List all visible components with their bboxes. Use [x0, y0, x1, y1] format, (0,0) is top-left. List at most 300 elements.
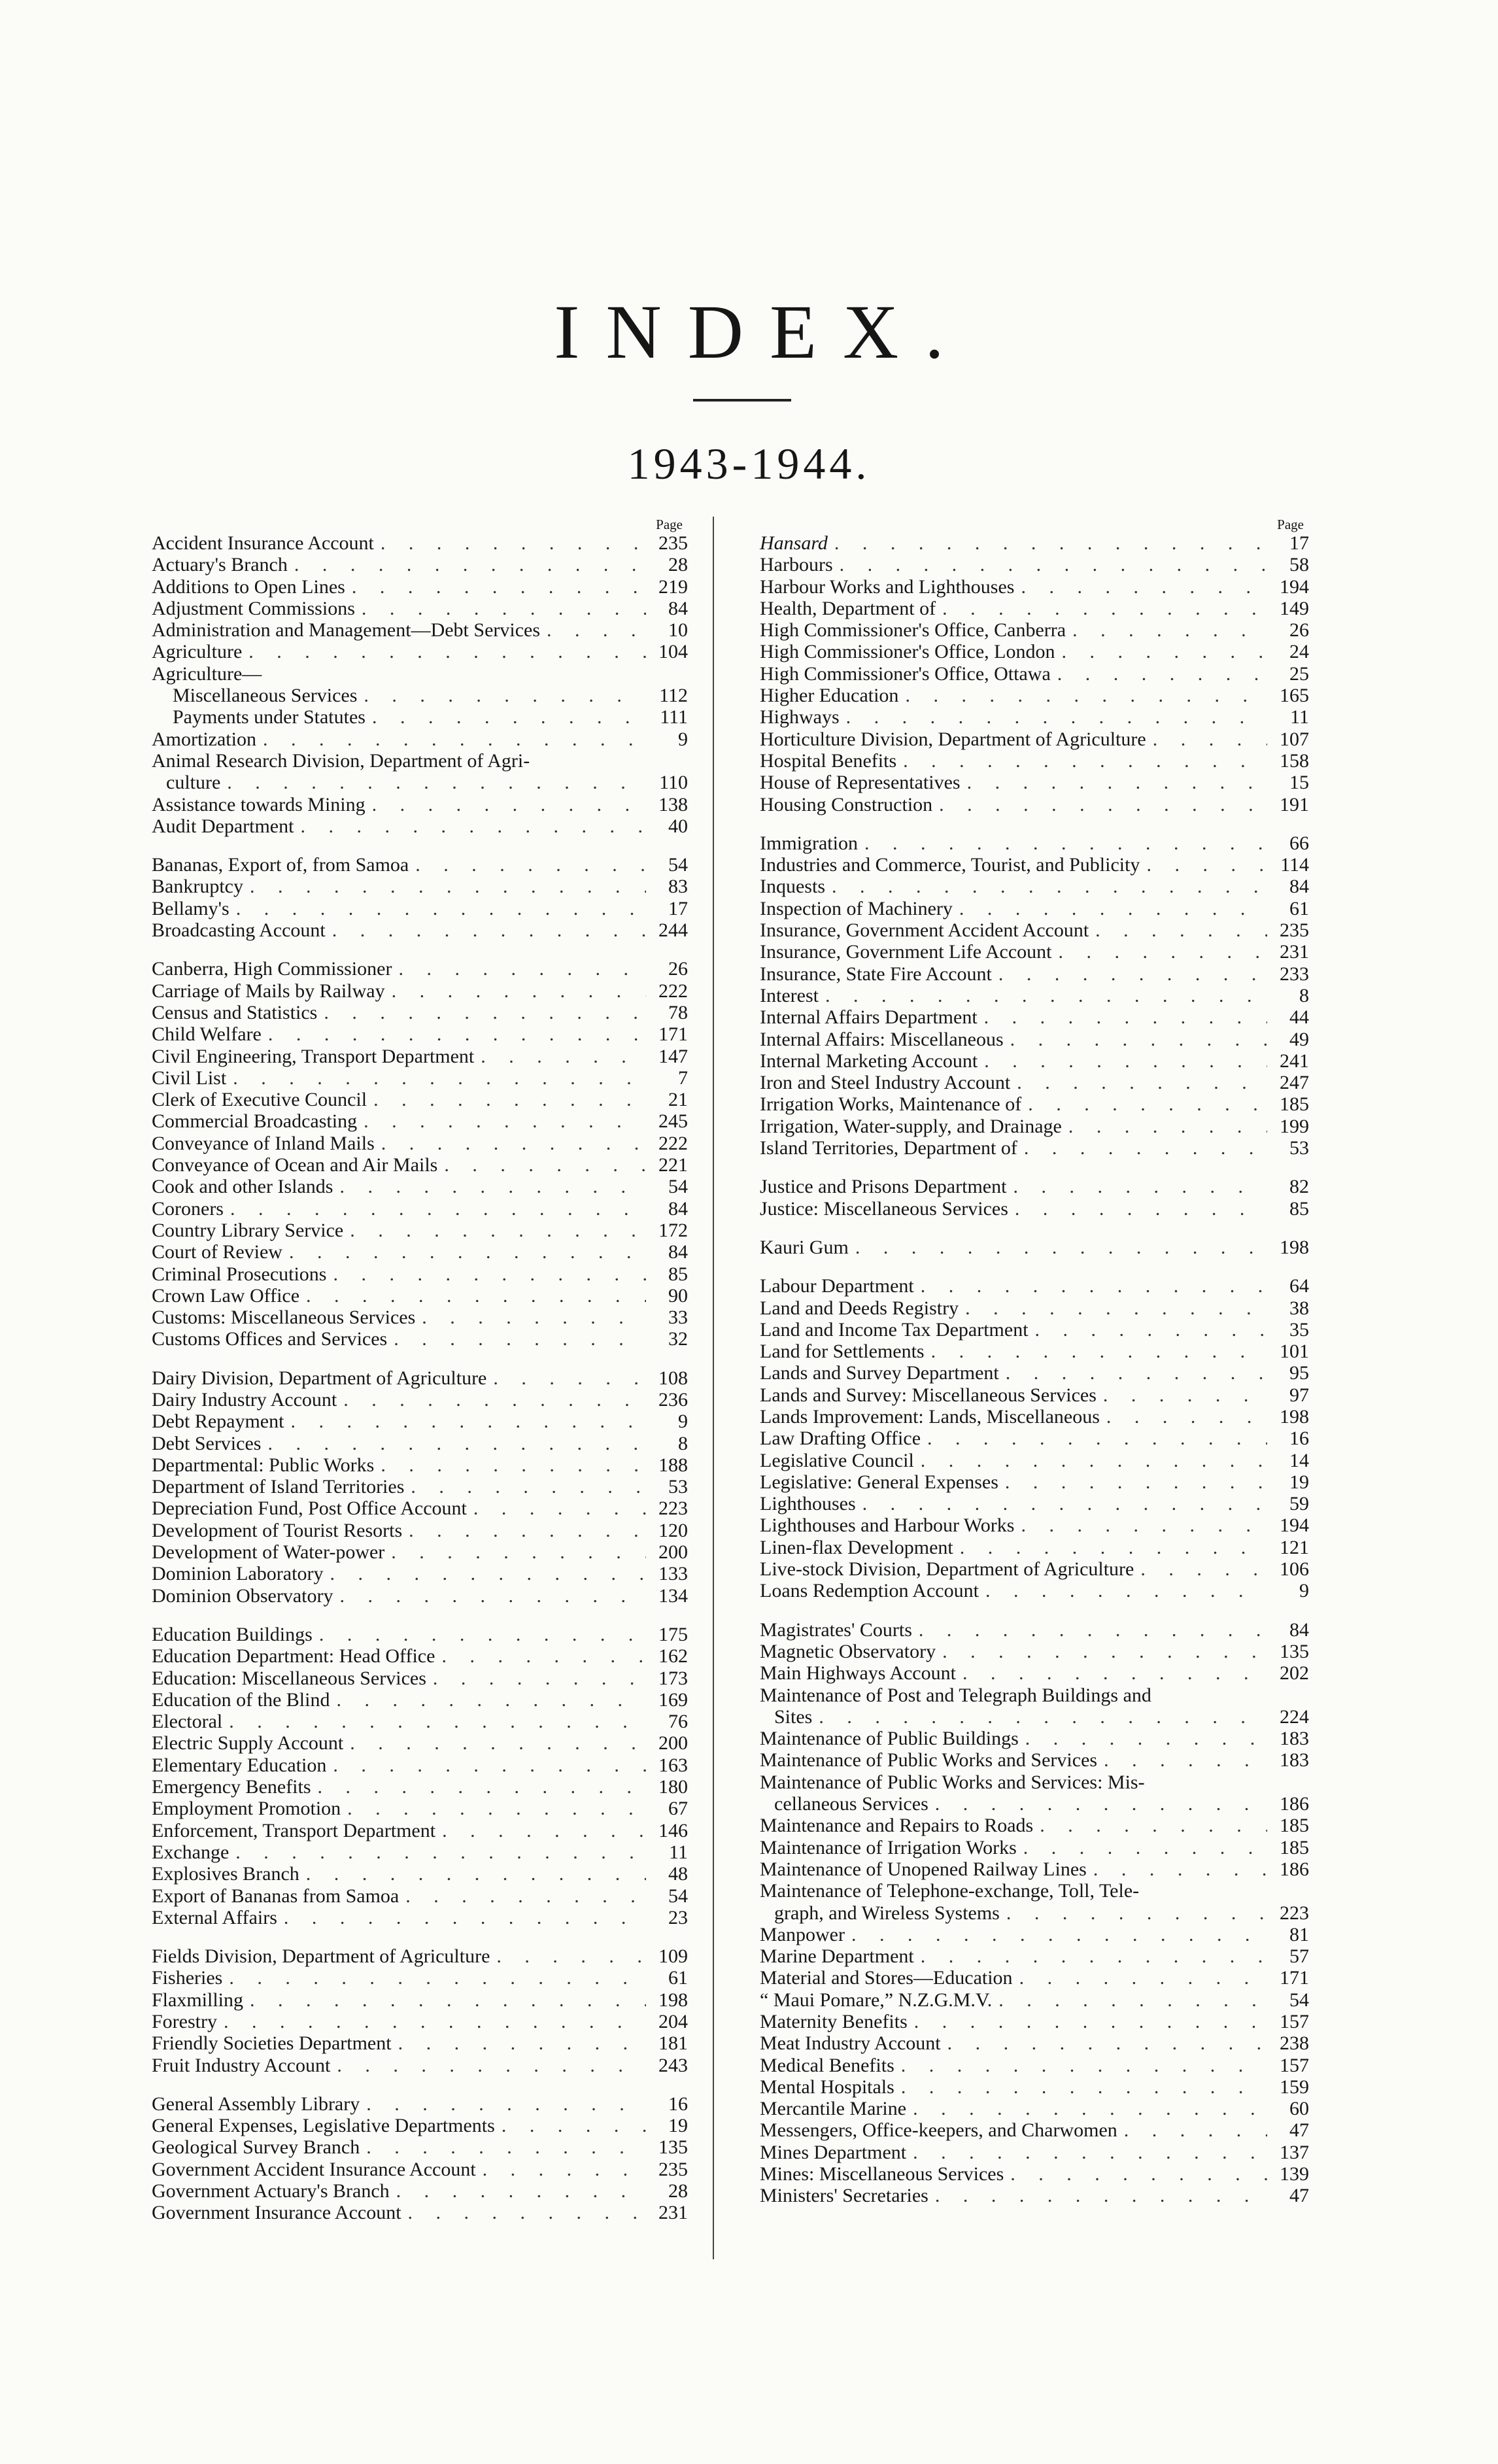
- entry-page-number: 198: [658, 1989, 688, 2011]
- leader-dots: [979, 1580, 1267, 1601]
- entry-name: General Expenses, Legislative Departments: [152, 2115, 495, 2137]
- leader-dots: [360, 2093, 646, 2115]
- leader-dots: [415, 1307, 646, 1328]
- index-entry: [760, 919, 1309, 941]
- leader-dots: [1087, 1858, 1267, 1880]
- entry-name: Housing Construction: [760, 793, 933, 815]
- index-entry: [152, 2055, 688, 2076]
- leader-dots: [912, 1619, 1267, 1641]
- leader-dots: [845, 1924, 1267, 1945]
- entry-name: Flaxmilling: [152, 1989, 244, 2011]
- entry-name: Higher Education: [760, 685, 899, 707]
- entry-page-number: 66: [1289, 832, 1309, 854]
- index-entry: [152, 554, 688, 575]
- index-letter-group: [152, 1945, 688, 2076]
- leader-dots: [222, 1711, 646, 1732]
- entry-name: High Commissioner's Office, London: [760, 641, 1055, 663]
- leader-dots: [953, 1537, 1267, 1558]
- leader-dots: [357, 685, 646, 706]
- leader-dots: [333, 1585, 646, 1607]
- index-entry: [760, 1514, 1309, 1536]
- entry-name: Amortization: [152, 728, 256, 750]
- leader-dots: [992, 1989, 1267, 2011]
- entry-page-number: 245: [658, 1110, 688, 1133]
- entry-page-number: 134: [658, 1584, 688, 1607]
- entry-page-number: 243: [658, 2054, 688, 2076]
- index-entry: [152, 1520, 688, 1541]
- leader-dots: [1097, 1749, 1267, 1771]
- entry-page-number: 28: [668, 554, 688, 576]
- entry-name: Dairy Division, Department of Agriculture: [152, 1367, 487, 1389]
- leader-dots: [392, 2032, 646, 2054]
- entry-page-number: 183: [1280, 1749, 1309, 1771]
- index-letter-group: [760, 532, 1309, 815]
- index-entry: [760, 1176, 1309, 1197]
- index-entry: [152, 1198, 688, 1220]
- entry-name: Animal Research Division, Department of Agri-: [152, 749, 530, 772]
- leader-dots: [1051, 663, 1267, 685]
- entry-name: Mercantile Marine: [760, 2098, 907, 2120]
- entry-page-number: 9: [678, 1411, 688, 1433]
- entry-page-number: 47: [1289, 2185, 1309, 2207]
- leader-dots: [1021, 1093, 1267, 1115]
- index-entry: [152, 1776, 688, 1798]
- entry-name: Harbour Works and Lighthouses: [760, 575, 1015, 598]
- entry-page-number: 235: [658, 532, 688, 554]
- entry-name: Export of Bananas from Samoa: [152, 1885, 400, 1907]
- index-entry: [760, 1815, 1309, 1836]
- index-entry: [760, 750, 1309, 772]
- entry-name: Fisheries: [152, 1967, 223, 1989]
- entry-page-number: 221: [658, 1154, 688, 1176]
- leader-dots: [992, 963, 1267, 985]
- index-entry: [152, 706, 688, 728]
- index-entry: [760, 1237, 1309, 1258]
- leader-dots: [978, 1050, 1267, 1072]
- entry-name: Debt Repayment: [152, 1411, 284, 1433]
- entry-page-number: 236: [658, 1388, 688, 1411]
- entry-page-number: 223: [1280, 1902, 1309, 1924]
- entry-page-number: 7: [678, 1067, 688, 1089]
- entry-page-number: 107: [1280, 728, 1309, 750]
- entry-page-number: 104: [658, 641, 688, 663]
- index-entry: [760, 1198, 1309, 1220]
- leader-dots: [928, 2185, 1267, 2206]
- entry-page-number: 235: [1280, 919, 1309, 942]
- leader-dots: [936, 1641, 1267, 1662]
- entry-name: Insurance, Government Accident Account: [760, 919, 1089, 942]
- index-entry: [152, 1176, 688, 1197]
- entry-page-number: 10: [668, 619, 688, 642]
- index-entry: [760, 1793, 1309, 1815]
- entry-name: Geological Survey Branch: [152, 2136, 360, 2159]
- entry-name: Electric Supply Account: [152, 1732, 344, 1754]
- entry-name: Child Welfare: [152, 1023, 262, 1046]
- leader-dots: [1062, 1116, 1267, 1137]
- index-entry: [152, 1002, 688, 1023]
- index-entry: [760, 985, 1309, 1006]
- entry-page-number: 235: [658, 2158, 688, 2180]
- leader-dots: [1052, 941, 1268, 963]
- page-title: INDEX.: [554, 289, 970, 375]
- index-entry: [760, 794, 1309, 815]
- entry-name: Actuary's Branch: [152, 554, 288, 576]
- entry-name: Magnetic Observatory: [760, 1640, 936, 1662]
- index-entry: [152, 750, 688, 772]
- entry-name: Bellamy's: [152, 897, 230, 919]
- leader-dots: [226, 1067, 646, 1089]
- entry-page-number: 60: [1289, 2098, 1309, 2120]
- index-entry: [152, 663, 688, 685]
- entry-name: Land and Income Tax Department: [760, 1318, 1029, 1341]
- entry-name: Insurance, State Fire Account: [760, 963, 992, 985]
- leader-dots: [1004, 2163, 1267, 2185]
- index-entry: [760, 554, 1309, 575]
- index-entry: [152, 1067, 688, 1089]
- entry-name: Maternity Benefits: [760, 2011, 908, 2032]
- entry-name: Internal Affairs: Miscellaneous: [760, 1028, 1004, 1050]
- entry-page-number: 61: [668, 1967, 688, 1989]
- leader-dots: [326, 1754, 646, 1776]
- index-entry: [760, 2185, 1309, 2206]
- leader-dots: [921, 1428, 1267, 1449]
- index-entry: [760, 1706, 1309, 1728]
- entry-page-number: 32: [668, 1328, 688, 1350]
- entry-name: Adjustment Commissions: [152, 597, 355, 619]
- entry-page-number: 173: [658, 1667, 688, 1689]
- index-letter-group: [760, 1619, 1309, 2207]
- index-entry: [152, 919, 688, 941]
- entry-name: Horticulture Division, Department of Agriculture: [760, 728, 1146, 750]
- entry-name: Lighthouses: [760, 1493, 856, 1515]
- entry-page-number: 54: [668, 1885, 688, 1907]
- leader-dots: [540, 619, 646, 641]
- index-entry: [152, 1476, 688, 1497]
- index-entry: [760, 598, 1309, 619]
- title-rule: [693, 399, 791, 402]
- entry-name: Legislative Council: [760, 1449, 914, 1471]
- entry-name: Hansard: [760, 532, 828, 554]
- entry-name: Inspection of Machinery: [760, 897, 953, 919]
- leader-dots: [833, 554, 1267, 575]
- entry-page-number: 85: [668, 1263, 688, 1285]
- entry-name: Debt Services: [152, 1432, 262, 1454]
- entry-page-number: 17: [668, 897, 688, 919]
- index-letter-group: [760, 1237, 1309, 1258]
- leader-dots: [282, 1241, 646, 1263]
- entry-page-number: 181: [658, 2032, 688, 2055]
- index-entry: [152, 1454, 688, 1476]
- index-entry: [760, 2076, 1309, 2098]
- leader-dots: [894, 2076, 1267, 2098]
- entry-page-number: 185: [1280, 1093, 1309, 1116]
- entry-page-number: 85: [1289, 1197, 1309, 1220]
- entry-page-number: 180: [658, 1776, 688, 1798]
- leader-dots: [374, 532, 646, 554]
- index-entry: [152, 598, 688, 619]
- index-entry: [152, 1411, 688, 1432]
- leader-dots: [914, 1945, 1267, 1967]
- entry-page-number: 169: [658, 1688, 688, 1711]
- index-entry: [760, 1116, 1309, 1137]
- entry-name: Carriage of Mails by Railway: [152, 980, 385, 1002]
- leader-dots: [1117, 2119, 1267, 2141]
- leader-dots: [1097, 1384, 1267, 1406]
- index-entry: [760, 1558, 1309, 1580]
- leader-dots: [961, 772, 1267, 793]
- leader-dots: [476, 2159, 646, 2180]
- index-entry: [152, 1285, 688, 1307]
- entry-name: Clerk of Executive Council: [152, 1089, 367, 1111]
- entry-name: Irrigation Works, Maintenance of: [760, 1093, 1022, 1116]
- leader-dots: [288, 554, 646, 575]
- leader-dots: [1013, 1967, 1267, 1989]
- entry-name: Irrigation, Water-supply, and Drainage: [760, 1115, 1062, 1137]
- leader-dots: [1017, 1137, 1267, 1159]
- index-entry: [760, 1967, 1309, 1989]
- entry-name: Miscellaneous Services: [173, 685, 358, 707]
- entry-page-number: 38: [1289, 1297, 1309, 1319]
- entry-name: Conveyance of Ocean and Air Mails: [152, 1154, 438, 1176]
- entry-name: Sites: [774, 1705, 813, 1728]
- entry-page-number: 157: [1280, 2054, 1309, 2076]
- index-entry: [760, 706, 1309, 728]
- index-entry: [760, 2142, 1309, 2163]
- index-letter-group: [152, 1624, 688, 1928]
- index-entry: [152, 980, 688, 1002]
- entry-name: Enforcement, Transport Department: [152, 1819, 436, 1841]
- entry-name: Interest: [760, 984, 819, 1006]
- index-letter-group: [152, 532, 688, 837]
- entry-name: Elementary Education: [152, 1754, 327, 1776]
- index-entry: [760, 685, 1309, 706]
- index-entry: [152, 1841, 688, 1863]
- index-entry: [152, 641, 688, 662]
- index-entry: [760, 854, 1309, 876]
- entry-page-number: 11: [1290, 706, 1309, 728]
- entry-name: Forestry: [152, 2011, 217, 2032]
- index-entry: [152, 2136, 688, 2158]
- entry-name: Mines Department: [760, 2141, 907, 2163]
- entry-name: Maintenance of Irrigation Works: [760, 1836, 1017, 1858]
- leader-dots: [928, 1793, 1267, 1815]
- leader-dots: [256, 728, 646, 750]
- entry-name: Customs: Miscellaneous Services: [152, 1307, 416, 1329]
- entry-name: Fruit Industry Account: [152, 2054, 331, 2076]
- leader-dots: [392, 958, 646, 980]
- entry-page-number: 238: [1280, 2032, 1309, 2055]
- index-letter-group: [152, 854, 688, 941]
- entry-page-number: 172: [658, 1219, 688, 1241]
- index-entry: [152, 532, 688, 554]
- entry-name: Meat Industry Account: [760, 2032, 941, 2055]
- index-entry: [152, 2093, 688, 2115]
- leader-dots: [401, 2202, 646, 2223]
- column-divider: [713, 517, 714, 2259]
- entry-page-number: 8: [1299, 984, 1309, 1006]
- index-entry: [152, 2202, 688, 2223]
- entry-name: Lands and Survey Department: [760, 1362, 999, 1384]
- entry-page-number: 25: [1289, 662, 1309, 685]
- index-column-left: [152, 517, 688, 2241]
- leader-dots: [333, 1176, 646, 1197]
- entry-page-number: 183: [1280, 1728, 1309, 1750]
- index-entry: [760, 2032, 1309, 2054]
- page-column-heading: Page: [1277, 517, 1304, 532]
- index-entry: [760, 1580, 1309, 1601]
- index-entry: [760, 1275, 1309, 1297]
- leader-dots: [1055, 641, 1267, 662]
- index-entry: [152, 1133, 688, 1154]
- index-entry: [152, 2159, 688, 2180]
- leader-dots: [426, 1668, 646, 1689]
- leader-dots: [343, 1732, 646, 1754]
- index-entry: [760, 1471, 1309, 1493]
- entry-page-number: 137: [1280, 2141, 1309, 2163]
- leader-dots: [230, 898, 646, 919]
- entry-page-number: 147: [658, 1045, 688, 1067]
- index-entry: [760, 1619, 1309, 1641]
- leader-dots: [243, 1989, 646, 2011]
- entry-name: Legislative: General Expenses: [760, 1471, 998, 1493]
- entry-name: Census and Statistics: [152, 1001, 318, 1023]
- entry-name: Coroners: [152, 1197, 224, 1220]
- index-entry: [152, 1541, 688, 1563]
- index-entry: [760, 663, 1309, 685]
- entry-name: Marine Department: [760, 1945, 914, 1968]
- entry-name: Administration and Management—Debt Services: [152, 619, 541, 642]
- entry-name: Main Highways Account: [760, 1662, 956, 1685]
- entry-page-number: 57: [1289, 1945, 1309, 1968]
- index-entry: [152, 685, 688, 706]
- entry-page-number: 133: [658, 1563, 688, 1585]
- leader-dots: [345, 576, 646, 598]
- entry-name: graph, and Wireless Systems: [774, 1902, 1000, 1924]
- entry-name: Emergency Benefits: [152, 1776, 311, 1798]
- leader-dots: [299, 1863, 646, 1885]
- entry-page-number: 191: [1280, 793, 1309, 815]
- entry-name: Explosives Branch: [152, 1863, 299, 1885]
- entry-name: Maintenance of Public Works and Services: Mis-: [760, 1771, 1145, 1793]
- entry-name: Mines: Miscellaneous Services: [760, 2163, 1004, 2185]
- leader-dots: [284, 1411, 646, 1432]
- entry-name: Insurance, Government Life Account: [760, 941, 1052, 963]
- leader-dots: [953, 898, 1267, 919]
- entry-page-number: 28: [668, 2180, 688, 2202]
- entry-page-number: 233: [1280, 963, 1309, 985]
- entry-name: Criminal Prosecutions: [152, 1263, 327, 1285]
- entry-name: Cook and other Islands: [152, 1176, 333, 1198]
- entry-page-number: 9: [1299, 1580, 1309, 1602]
- leader-dots: [856, 1493, 1267, 1514]
- entry-page-number: 97: [1289, 1384, 1309, 1406]
- index-entry: [152, 1220, 688, 1241]
- entry-page-number: 82: [1289, 1176, 1309, 1198]
- entry-page-number: 111: [660, 706, 688, 728]
- entry-page-number: 78: [668, 1001, 688, 1023]
- entry-page-number: 54: [1289, 1989, 1309, 2011]
- entry-name: Highways: [760, 706, 840, 728]
- entry-page-number: 26: [1289, 619, 1309, 642]
- index-letter-group: [152, 2093, 688, 2224]
- leader-dots: [326, 1263, 646, 1285]
- entry-name: Kauri Gum: [760, 1236, 849, 1258]
- index-entry: [760, 1858, 1309, 1880]
- index-entry: [760, 1880, 1309, 1902]
- entry-page-number: 21: [668, 1089, 688, 1111]
- entry-page-number: 54: [668, 1176, 688, 1198]
- index-entry: [152, 1820, 688, 1841]
- entry-name: Additions to Open Lines: [152, 575, 345, 598]
- entry-page-number: 9: [678, 728, 688, 750]
- index-letter-group: [760, 1275, 1309, 1601]
- index-groups: [760, 532, 1309, 2207]
- entry-name: Justice: Miscellaneous Services: [760, 1197, 1008, 1220]
- entry-page-number: 109: [658, 1945, 688, 1968]
- entry-page-number: 23: [668, 1906, 688, 1928]
- leader-dots: [343, 1220, 646, 1241]
- entry-name: Harbours: [760, 554, 833, 576]
- index-entry: [760, 619, 1309, 641]
- page-column-heading: Page: [656, 517, 683, 532]
- entry-page-number: 59: [1289, 1493, 1309, 1515]
- entry-page-number: 84: [668, 1241, 688, 1263]
- leader-dots: [337, 1389, 646, 1411]
- leader-dots: [825, 876, 1267, 897]
- index-letter-group: [760, 832, 1309, 1159]
- index-letter-group: [760, 1176, 1309, 1220]
- entry-name: Depreciation Fund, Post Office Account: [152, 1497, 467, 1520]
- entry-page-number: 247: [1280, 1072, 1309, 1094]
- entry-page-number: 61: [1289, 897, 1309, 919]
- entry-page-number: 135: [1280, 1640, 1309, 1662]
- index-entry: [152, 898, 688, 919]
- index-letter-group: [152, 1367, 688, 1607]
- entry-page-number: 138: [658, 793, 688, 815]
- entry-page-number: 48: [668, 1863, 688, 1885]
- leader-dots: [317, 1002, 646, 1023]
- index-entry: [760, 1837, 1309, 1858]
- index-entry: [760, 1537, 1309, 1558]
- entry-name: Fields Division, Department of Agriculture: [152, 1945, 490, 1968]
- leader-dots: [1100, 1406, 1267, 1428]
- entry-page-number: 76: [668, 1711, 688, 1733]
- leader-dots: [326, 919, 646, 941]
- entry-name: Health, Department of: [760, 597, 936, 619]
- leader-dots: [999, 1362, 1267, 1384]
- index-entry: [760, 1050, 1309, 1072]
- index-entry: [152, 1110, 688, 1132]
- index-entry: [152, 2011, 688, 2032]
- entry-page-number: 121: [1280, 1536, 1309, 1558]
- leader-dots: [357, 1110, 646, 1132]
- entry-name: Labour Department: [760, 1275, 914, 1297]
- entry-page-number: 26: [668, 958, 688, 980]
- entry-name: Development of Water-power: [152, 1541, 385, 1564]
- leader-dots: [262, 1023, 646, 1045]
- entry-page-number: 112: [659, 685, 688, 707]
- entry-page-number: 222: [658, 1132, 688, 1154]
- entry-name: Maintenance of Unopened Railway Lines: [760, 1858, 1087, 1880]
- entry-name: Department of Island Territories: [152, 1476, 405, 1498]
- entry-name: Broadcasting Account: [152, 919, 326, 942]
- entry-page-number: 47: [1289, 2119, 1309, 2142]
- entry-page-number: 158: [1280, 749, 1309, 772]
- leader-dots: [220, 772, 646, 793]
- leader-dots: [385, 980, 646, 1002]
- entry-name: Lands Improvement: Lands, Miscellaneous: [760, 1405, 1100, 1428]
- entry-page-number: 241: [1280, 1050, 1309, 1072]
